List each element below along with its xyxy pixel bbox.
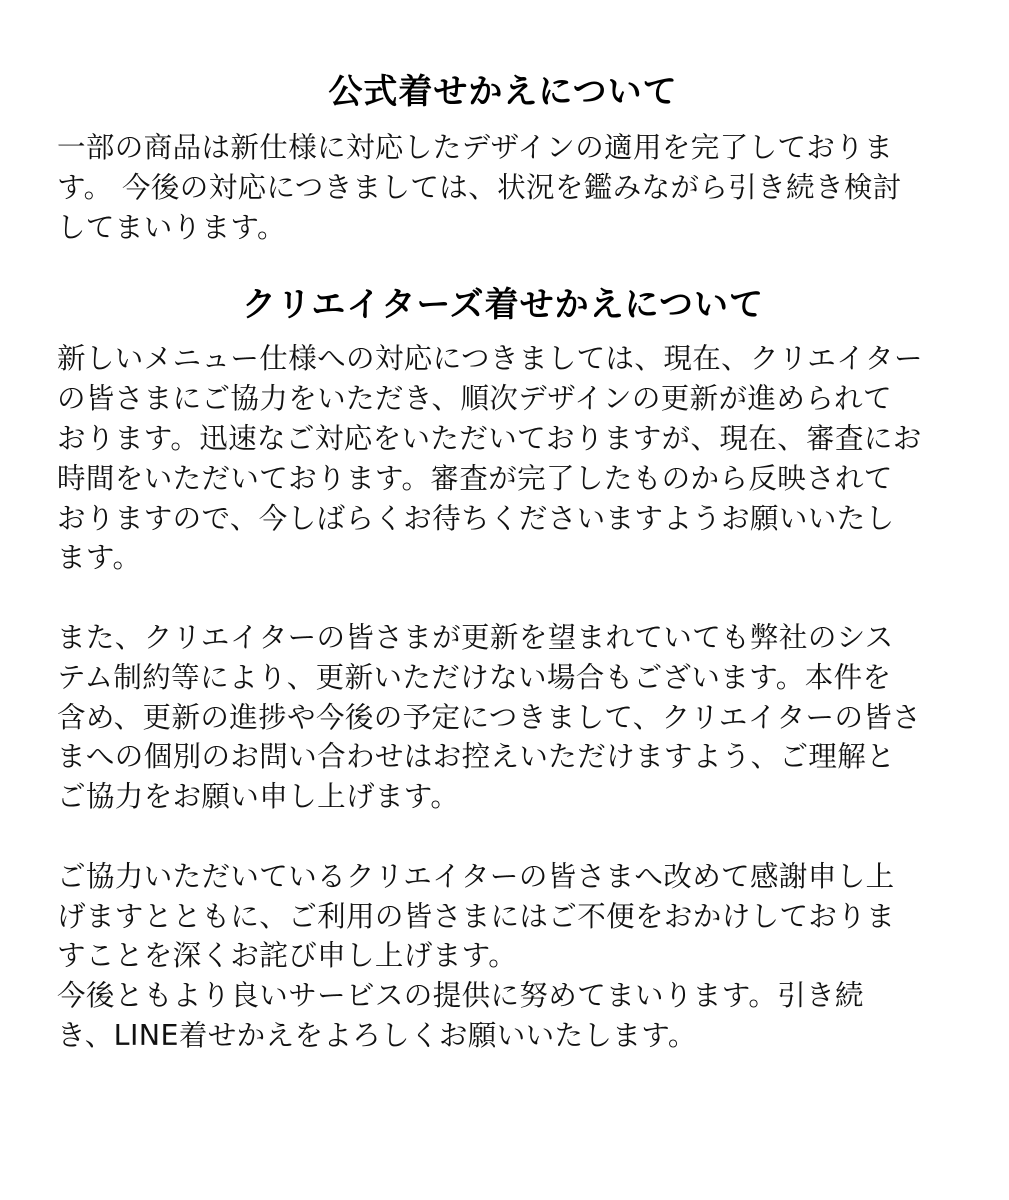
body-line: おりますので、今しばらくお待ちくださいますようお願いいたし xyxy=(57,501,895,535)
body-line: き、LINE着せかえをよろしくお願いいたします。 xyxy=(57,1018,697,1052)
creators-theme-body xyxy=(57,339,949,1055)
paragraph-break xyxy=(57,578,949,618)
body-line: おります。迅速なご対応をいただいておりますが、現在、審査にお xyxy=(57,421,922,455)
body-line: す。 今後の対応につきましては、状況を鑑みながら引き続き検討 xyxy=(57,170,902,204)
body-line: また、クリエイターの皆さまが更新を望まれていても弊社のシス xyxy=(57,620,894,654)
body-line: まへの個別のお問い合わせはお控えいただけますよう、ご理解と xyxy=(57,740,896,774)
body-line: の皆さまにご協力をいただき、順次デザインの更新が進められて xyxy=(57,382,892,416)
body-line: 新しいメニュー仕様への対応につきましては、現在、クリエイター xyxy=(57,342,923,376)
body-line: ご協力をお願い申し上げます。 xyxy=(57,780,460,814)
body-line: 含め、更新の進捗や今後の予定につきまして、クリエイターの皆さ xyxy=(57,700,922,734)
paragraph-break xyxy=(57,817,949,857)
body-line: ご協力いただいているクリエイターの皆さまへ改めて感謝申し上 xyxy=(57,859,895,893)
body-line: ます。 xyxy=(57,541,142,575)
body-line: 一部の商品は新仕様に対応したデザインの適用を完了しておりま xyxy=(57,131,894,164)
body-line: してまいります。 xyxy=(57,210,286,244)
body-line: テム制約等により、更新いただけない場合もございます。本件を xyxy=(57,660,892,694)
body-line: すことを深くお詫び申し上げます。 xyxy=(57,939,518,973)
official-theme-body xyxy=(57,128,949,247)
official-theme-heading: 公式着せかえについて xyxy=(328,72,678,112)
body-line: 今後ともより良いサービスの提供に努めてまいります。引き続 xyxy=(57,979,864,1013)
creators-theme-heading: クリエイターズ着せかえについて xyxy=(242,285,764,326)
section-gap xyxy=(57,247,949,275)
body-line: げますとともに、ご利用の皆さまにはご不便をおかけしておりま xyxy=(57,899,896,933)
body-line: 時間をいただいております。審査が完了したものから反映されて xyxy=(57,461,893,495)
